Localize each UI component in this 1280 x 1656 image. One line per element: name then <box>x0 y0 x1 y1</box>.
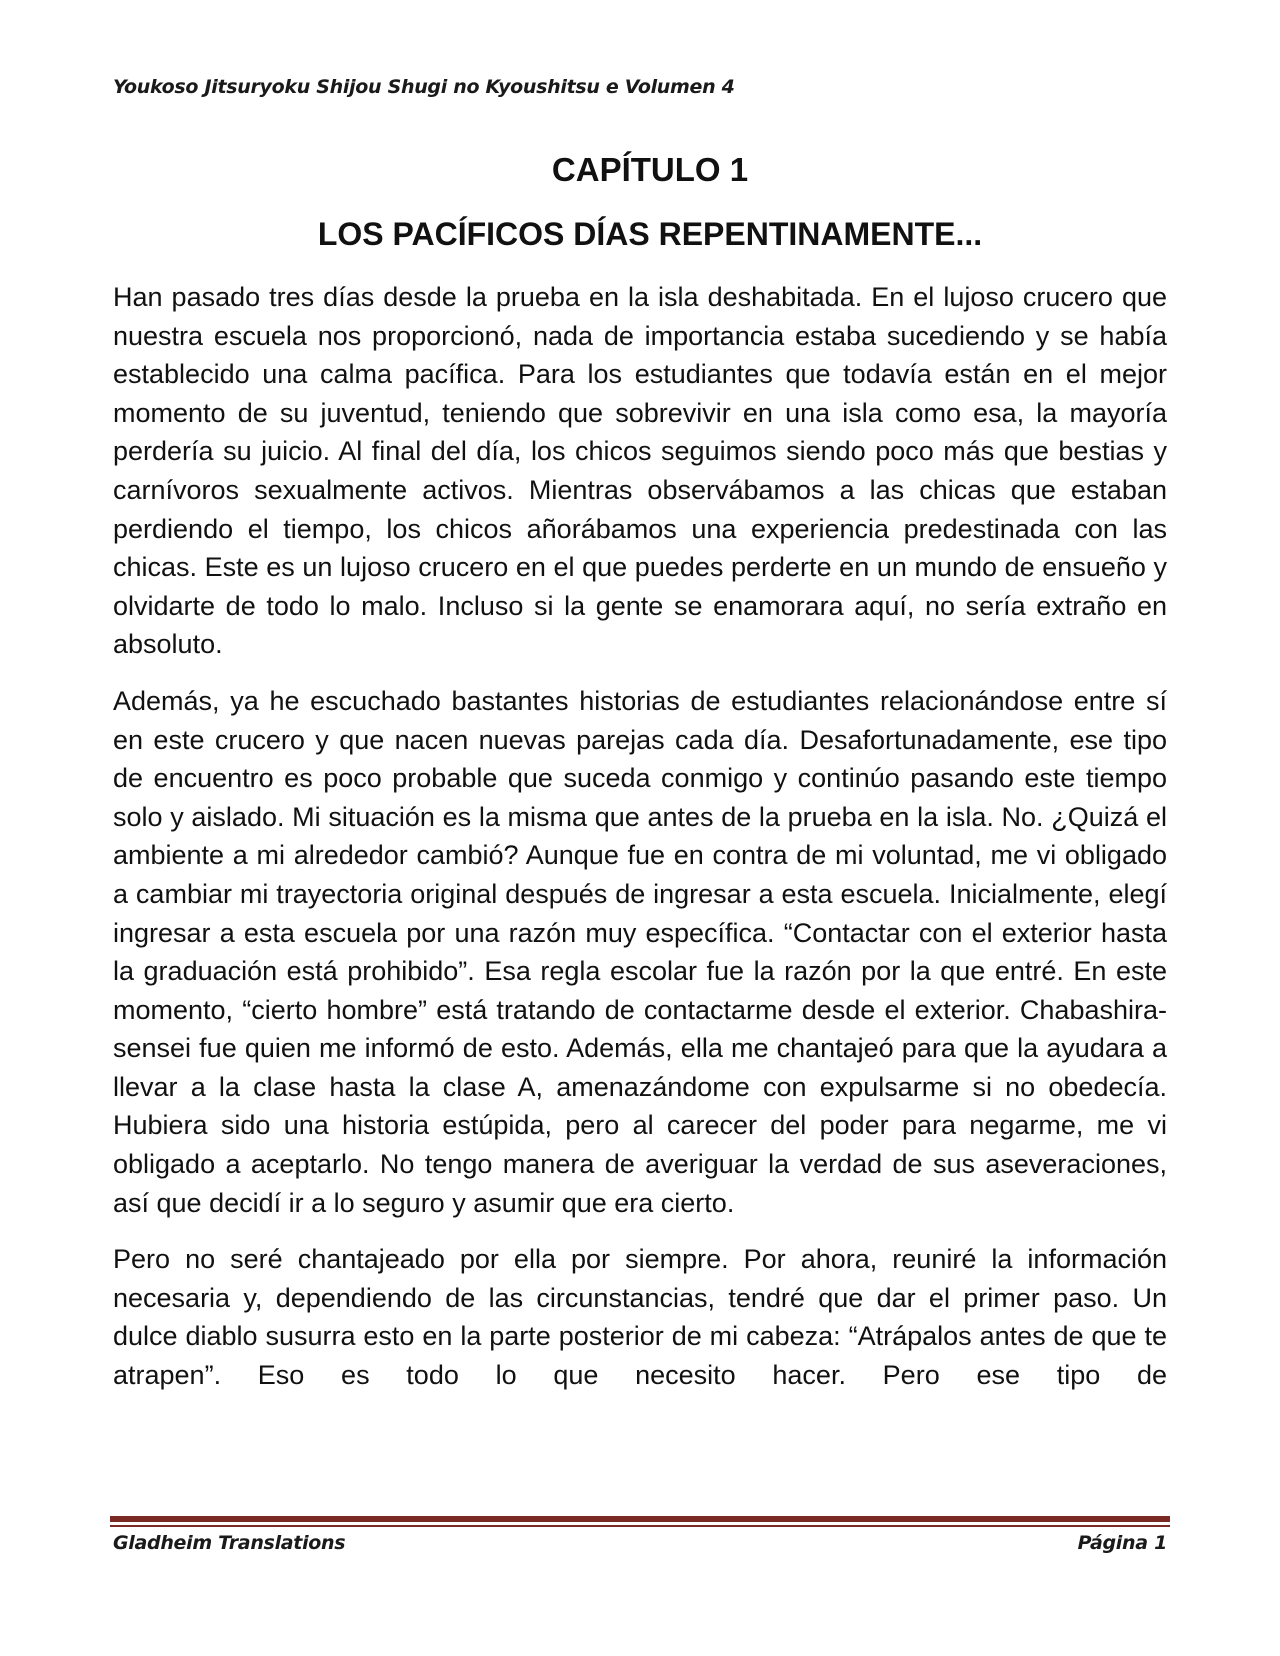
paragraph: Han pasado tres días desde la prueba en la isla deshabitada. En el lujoso crucero que nuestra escuela nos proporcionó, nada de importancia estaba sucediendo y se había establecido una calma pacífica. Para los estudiantes que todavía están en el mejor momento de su juventud, teniendo que sobrevivir en una isla como esa, la mayoría perdería su juicio. Al final del día, los chicos seguimos siendo poco más que bestias y carnívoros sexualmente activos. Mientras observábamos a las chicas que estaban perdiendo el tiempo, los chicos añorábamos una experiencia predestinada con las chicas. Este es un lujoso crucero en el que puedes perderte en un mundo de ensueño y olvidarte de todo lo malo. Incluso si la gente se enamorara aquí, no sería extraño en absoluto. <box>113 282 1167 660</box>
paragraph: Pero no seré chantajeado por ella por siempre. Por ahora, reuniré la información necesaria y, dependiendo de las circunstancias, tendré que dar el primer paso. Un dulce diablo susurra esto en la parte posterior de mi cabeza: “Atrápalos antes de que te atrapen”. Eso es todo lo que necesito hacer. Pero ese tipo de <box>113 1244 1167 1391</box>
chapter-heading <box>113 146 1167 258</box>
footer-rule <box>110 1516 1170 1522</box>
chapter-title: LOS PACÍFICOS DÍAS REPENTINAMENTE... <box>317 216 983 252</box>
footer-credit: Gladheim Translations <box>113 1532 346 1554</box>
running-header: Youkoso Jitsuryoku Shijou Shugi no Kyoushitsu e Volumen 4 <box>113 76 735 98</box>
footer-rule-thin <box>110 1525 1170 1527</box>
page-number: Página 1 <box>1077 1532 1167 1554</box>
paragraph: Además, ya he escuchado bastantes historias de estudiantes relacionándose entre sí en este crucero y que nacen nuevas parejas cada día. Desafortunadamente, ese tipo de encuentro es poco probable que suceda conmigo y continúo pasando este tiempo solo y aislado. Mi situación es la misma que antes de la prueba en la isla. No. ¿Quizá el ambiente a mi alrededor cambió? Aunque fue en contra de mi voluntad, me vi obligado a cambiar mi trayectoria original después de ingresar a esta escuela. Inicialmente, elegí ingresar a esta escuela por una razón muy específica. “Contactar con el exterior hasta la graduación está prohibido”. Esa regla escolar fue la razón por la que entré. En este momento, “cierto hombre” está tratando de contactarme desde el exterior. Chabashira-sensei fue quien me informó de esto. Además, ella me chantajeó para que la ayudara a llevar a la clase hasta la clase A, amenazándome con expulsarme si no obedecía. Hubiera sido una historia estúpida, pero al carecer del poder para negarme, me vi obligado a aceptarlo. No tengo manera de averiguar la verdad de sus aseveraciones, así que decidí ir a lo seguro y asumir que era cierto. <box>113 685 1167 1218</box>
chapter-number: CAPÍTULO 1 <box>551 151 749 188</box>
body-text <box>113 278 1167 1395</box>
